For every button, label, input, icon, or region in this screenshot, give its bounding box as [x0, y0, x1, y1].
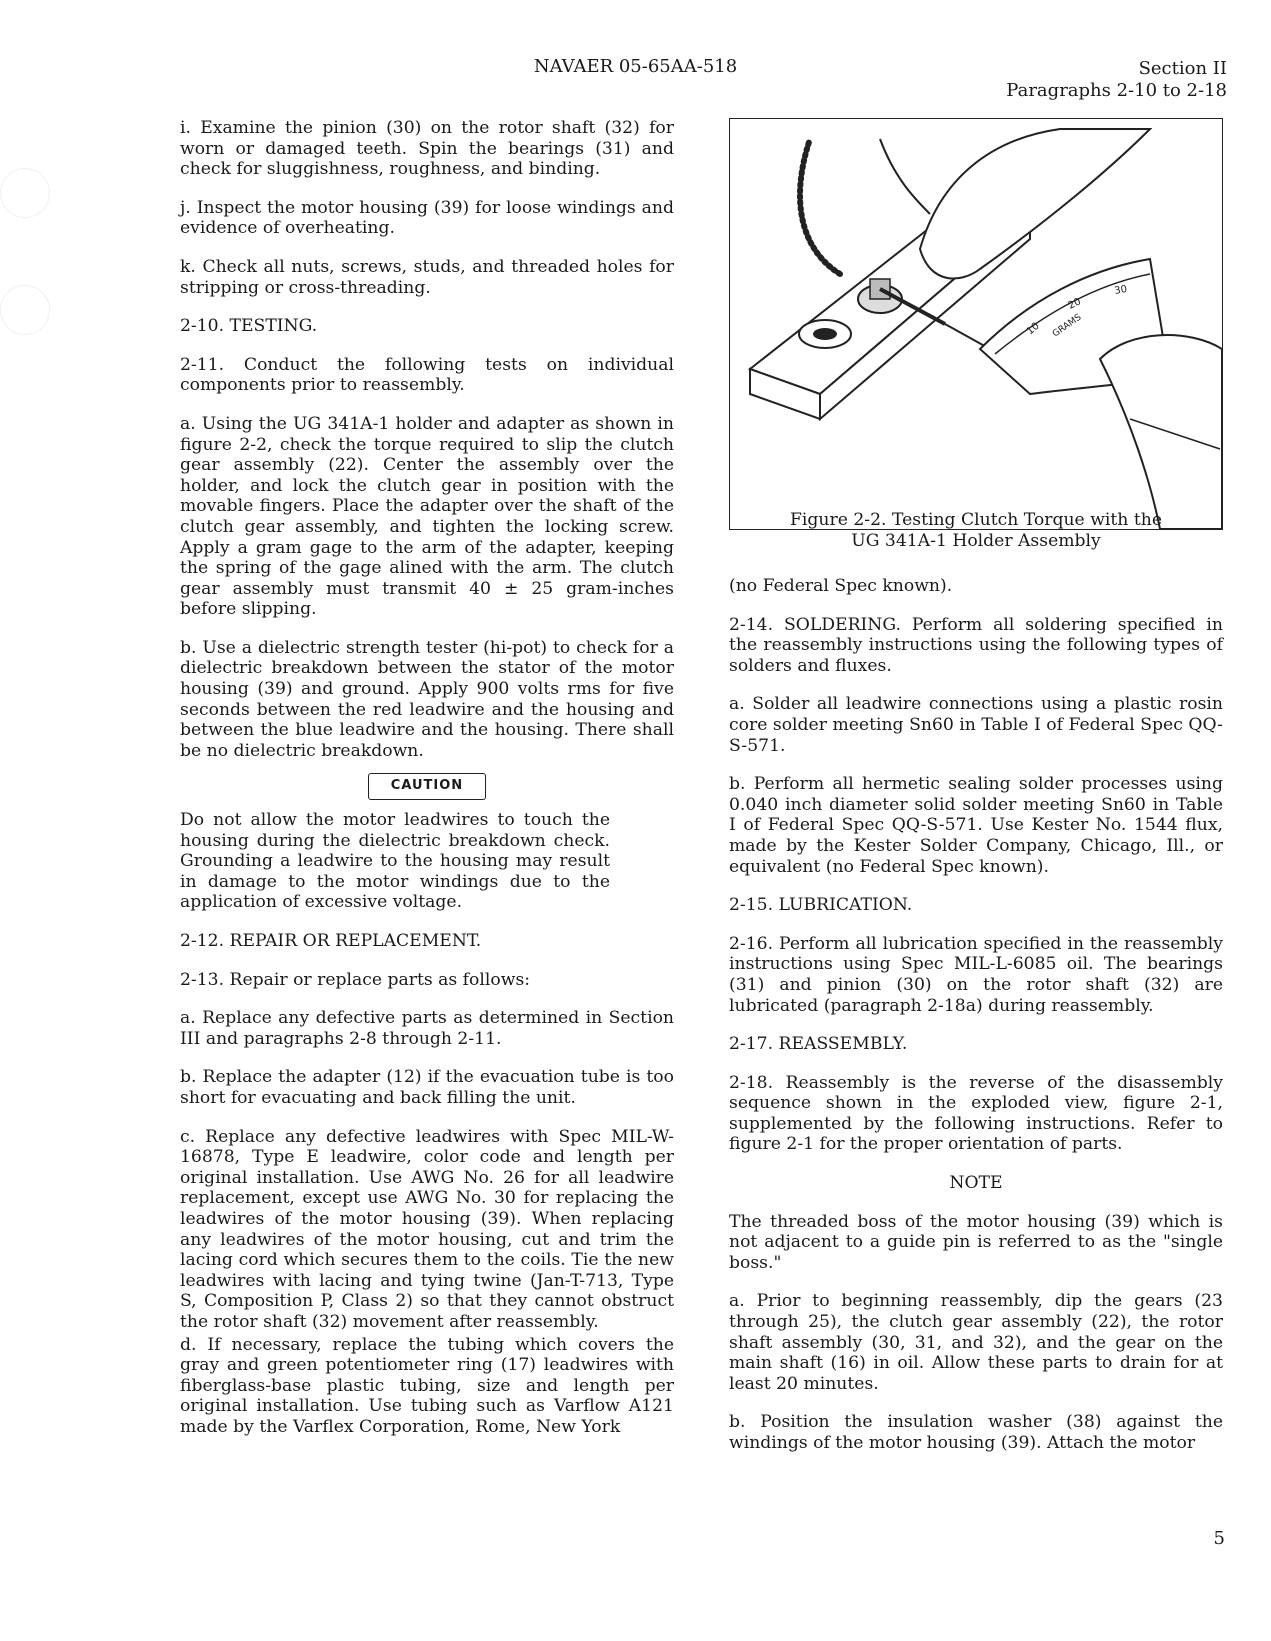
paragraph-2-13: 2-13. Repair or replace parts as follows: [180, 969, 531, 990]
paragraph-2-18a: a. Prior to beginning reassembly, dip the gears (23 through 25), the clutch gear assembly (22), the rotor shaft assembly (30, 31, and 32), and the gear on the main shaft (16) in oil. Allow these parts to drain for at least 20 minutes. [729, 1291, 1223, 1394]
holder-illustration [730, 119, 1222, 529]
note-text: The threaded boss of the motor housing (39) which is not adjacent to a guide pin is referred to as the "single boss." [729, 1211, 1223, 1273]
binder-hole-mark [0, 285, 50, 335]
dial-tick-20: 20 [1066, 296, 1083, 312]
paragraph-j: j. Inspect the motor housing (39) for loose windings and evidence of overheating. [180, 197, 674, 239]
right-column [729, 576, 1223, 1472]
paragraph-2-18: 2-18. Reassembly is the reverse of the disassembly sequence shown in the exploded view, figure 2-1, supplemented by the following instructions. Refer to figure 2-1 for the proper orientation of parts. [729, 1072, 1223, 1155]
document-number: NAVAER 05-65AA-518 [533, 56, 738, 77]
paragraph-2-13c: c. Replace any defective leadwires with Spec MIL-W-16878, Type E leadwire, color code and length per original installation. Use AWG No. 26 for all leadwire replacement, except use AWG No. 30 for replacing the leadwires of the motor housing (39). When replacing any leadwires of the motor housing, cut and trim the lacing cord which secures them to the coils. Tie the new leadwires with lacing and tying twine (Jan-T-713, Type S, Composition P, Class 2) so that they cannot obstruct the rotor shaft (32) movement after reassembly. [180, 1126, 674, 1332]
heading-lubrication: 2-15. LUBRICATION. [729, 895, 913, 916]
paragraph-2-11a: a. Using the UG 341A-1 holder and adapter as shown in figure 2-2, check the torque required to slip the clutch gear assembly (22). Center the assembly over the holder, and lock the clutch gear in position with the movable fingers. Place the adapter over the shaft of the clutch gear assembly, and tighten the locking screw. Apply a gram gage to the arm of the adapter, keeping the spring of the gage alined with the arm. The clutch gear assembly must transmit 40 ± 25 gram-inches before slipping. [180, 413, 674, 620]
paragraph-2-14b: b. Perform all hermetic sealing solder processes using 0.040 inch diameter solid solder meeting Sn60 in Table I of Federal Spec QQ-S-571. Use Kester No. 1544 flux, made by the Kester Solder Company, Chicago, Ill., or equivalent (no Federal Spec known). [729, 774, 1223, 877]
left-column [180, 118, 674, 1455]
paragraph-2-14: 2-14. SOLDERING. Perform all soldering specified in the reassembly instructions using the following types of solders and fluxes. [729, 614, 1223, 676]
heading-repair: 2-12. REPAIR OR REPLACEMENT. [180, 931, 482, 951]
paragraph-continuation: (no Federal Spec known). [729, 576, 953, 596]
figure-clutch-torque-test [729, 118, 1223, 530]
caution-label: CAUTION [368, 773, 486, 800]
paragraph-k: k. Check all nuts, screws, studs, and threaded holes for stripping or cross-threading. [180, 256, 674, 298]
caution-text: Do not allow the motor leadwires to touch the housing during the dielectric breakdown check. Grounding a leadwire to the housing may result in damage to the motor windings due to the application of excessive voltage. [180, 810, 610, 913]
paragraph-2-18b: b. Position the insulation washer (38) against the windings of the motor housing (39). Attach the motor [729, 1412, 1223, 1453]
paragraph-2-13d: d. If necessary, replace the tubing which covers the gray and green potentiometer ring (17) leadwires with fiberglass-base plastic tubing, size and length per original installation. Use tubing such as Varflow A121 made by the Varflex Corporation, Rome, New York [180, 1334, 674, 1437]
paragraph-2-13a: a. Replace any defective parts as determined in Section III and paragraphs 2-8 through 2-11. [180, 1008, 674, 1049]
caption-line-2: UG 341A-1 Holder Assembly [851, 531, 1101, 551]
page-number: 5 [1213, 1528, 1225, 1549]
binder-hole-mark [0, 168, 50, 218]
dial-label-grams: GRAMS [1050, 312, 1084, 340]
caution-box [180, 773, 674, 800]
paragraph-i: i. Examine the pinion (30) on the rotor shaft (32) for worn or damaged teeth. Spin the bearings (31) and check for sluggishness, roughness, and binding. [180, 118, 674, 180]
section-header [1006, 58, 1227, 102]
caption-line-1: Figure 2-2. Testing Clutch Torque with the [790, 510, 1162, 530]
dial-tick-30: 30 [1113, 283, 1129, 297]
section-label: Section II [1138, 58, 1227, 79]
paragraph-2-11: 2-11. Conduct the following tests on individual components prior to reassembly. [180, 354, 674, 396]
figure-caption [729, 510, 1223, 552]
paragraph-range: Paragraphs 2-10 to 2-18 [1006, 80, 1227, 101]
note-label: NOTE [949, 1173, 1003, 1194]
heading-testing: 2-10. TESTING. [180, 316, 318, 337]
paragraph-2-14a: a. Solder all leadwire connections using a plastic rosin core solder meeting Sn60 in Table I of Federal Spec QQ-S-571. [729, 694, 1223, 756]
paragraph-2-16: 2-16. Perform all lubrication specified in the reassembly instructions using Spec MIL-L-6085 oil. The bearings (31) and pinion (30) on the rotor shaft (32) are lubricated (paragraph 2-18a) during reassembly. [729, 933, 1223, 1016]
paragraph-2-11b: b. Use a dielectric strength tester (hi-pot) to check for a dielectric breakdown between the stator of the motor housing (39) and ground. Apply 900 volts rms for five seconds between the red leadwire and the housing and between the blue leadwire and the housing. There shall be no dielectric breakdown. [180, 637, 674, 761]
paragraph-2-13b: b. Replace the adapter (12) if the evacuation tube is too short for evacuating and back filling the unit. [180, 1067, 674, 1108]
heading-reassembly: 2-17. REASSEMBLY. [729, 1034, 908, 1055]
dial-tick-10: 10 [1024, 320, 1042, 338]
